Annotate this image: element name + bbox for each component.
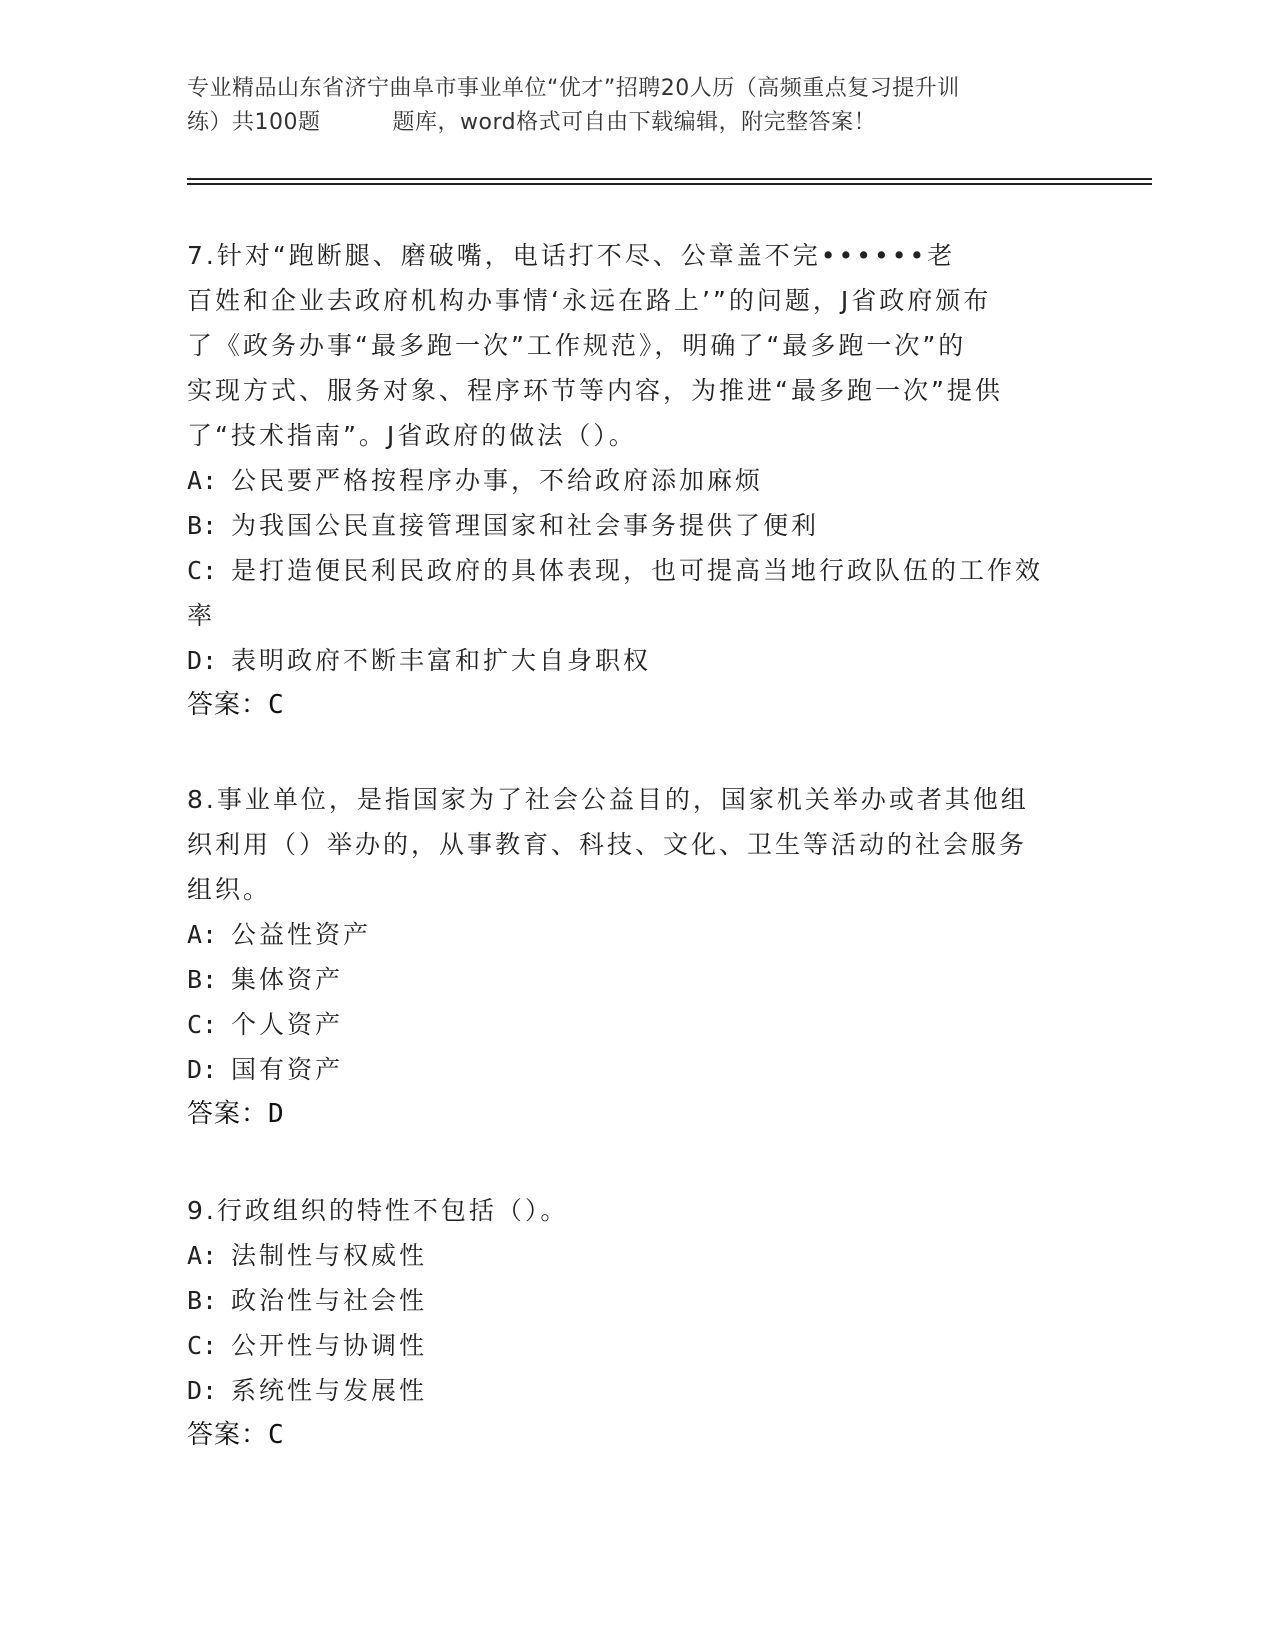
- option-label: A:: [187, 1241, 218, 1270]
- option-text: 系统性与发展性: [231, 1376, 428, 1405]
- option-text: 公民要严格按程序办事，不给政府添加麻烦: [231, 466, 764, 495]
- option-text: 公益性资产: [231, 920, 372, 949]
- option-text: 公开性与协调性: [231, 1331, 428, 1360]
- option-a: [187, 458, 1087, 503]
- option-label: D:: [187, 646, 218, 675]
- option-text: 为我国公民直接管理国家和社会事务提供了便利: [231, 511, 820, 540]
- option-text: 法制性与权威性: [231, 1241, 428, 1270]
- question-7: [187, 233, 1087, 728]
- option-label: C:: [187, 556, 218, 585]
- option-d: [187, 1368, 1087, 1413]
- answer-value: C: [268, 690, 285, 720]
- answer-line: [187, 1092, 1087, 1137]
- option-c-continued: 率: [187, 601, 216, 630]
- question-stem-line: 9.行政组织的特性不包括（）。: [187, 1196, 569, 1225]
- option-c: [187, 1002, 1087, 1047]
- question-8: [187, 777, 1087, 1137]
- header-line-2: [187, 106, 1087, 140]
- answer-value: C: [268, 1420, 285, 1450]
- question-9: [187, 1188, 1087, 1458]
- answer-line: [187, 683, 1087, 728]
- question-stem-line: 了“技术指南”。J省政府的做法（）。: [187, 421, 637, 450]
- option-d: [187, 638, 1087, 683]
- question-stem-line: 百姓和企业去政府机构办事情‘永远在路上’”的问题，J省政府颁布: [187, 286, 992, 315]
- option-label: B:: [187, 1286, 218, 1315]
- question-stem-line: 7.针对“跑断腿、磨破嘴，电话打不尽、公章盖不完••••••老: [187, 241, 956, 270]
- option-text: 个人资产: [231, 1010, 344, 1039]
- option-label: C:: [187, 1010, 218, 1039]
- question-stem-line: 织利用（）举办的，从事教育、科技、文化、卫生等活动的社会服务: [187, 830, 1028, 859]
- option-text: 表明政府不断丰富和扩大自身职权: [231, 646, 652, 675]
- question-stem-line: 了《政务办事“最多跑一次”工作规范》，明确了“最多跑一次”的: [187, 331, 967, 360]
- option-c: [187, 1323, 1087, 1368]
- option-label: C:: [187, 1331, 218, 1360]
- question-stem-line: 组织。: [187, 875, 272, 904]
- option-label: D:: [187, 1376, 218, 1405]
- option-text: 是打造便民利民政府的具体表现，也可提高当地行政队伍的工作效: [231, 556, 1044, 585]
- option-label: A:: [187, 466, 218, 495]
- header-divider-top: [187, 178, 1152, 180]
- answer-value: D: [268, 1099, 285, 1129]
- question-stem-line: 实现方式、服务对象、程序环节等内容，为推进“最多跑一次”提供: [187, 376, 1003, 405]
- option-text: 集体资产: [231, 965, 344, 994]
- answer-label: 答案：: [187, 1420, 269, 1450]
- header-divider-bottom: [187, 183, 1152, 185]
- option-label: B:: [187, 965, 218, 994]
- option-text: 国有资产: [231, 1055, 344, 1084]
- answer-label: 答案：: [187, 1099, 269, 1129]
- header-line-2-count: 练）共100题: [187, 110, 321, 135]
- option-c: [187, 548, 1087, 593]
- option-label: A:: [187, 920, 218, 949]
- option-text: 政治性与社会性: [231, 1286, 428, 1315]
- answer-label: 答案：: [187, 690, 269, 720]
- option-label: D:: [187, 1055, 218, 1084]
- option-b: [187, 957, 1087, 1002]
- answer-line: [187, 1413, 1087, 1458]
- page-header: [187, 72, 1087, 140]
- option-b: [187, 1278, 1087, 1323]
- header-line-1: 专业精品山东省济宁曲阜市事业单位“优才”招聘20人历（高频重点复习提升训: [187, 76, 960, 101]
- option-label: B:: [187, 511, 218, 540]
- option-a: [187, 1233, 1087, 1278]
- question-stem-line: 8.事业单位，是指国家为了社会公益目的，国家机关举办或者其他组: [187, 785, 1029, 814]
- header-line-2-desc: 题库，word格式可自由下载编辑，附完整答案！: [392, 110, 877, 135]
- option-a: [187, 912, 1087, 957]
- option-b: [187, 503, 1087, 548]
- option-d: [187, 1047, 1087, 1092]
